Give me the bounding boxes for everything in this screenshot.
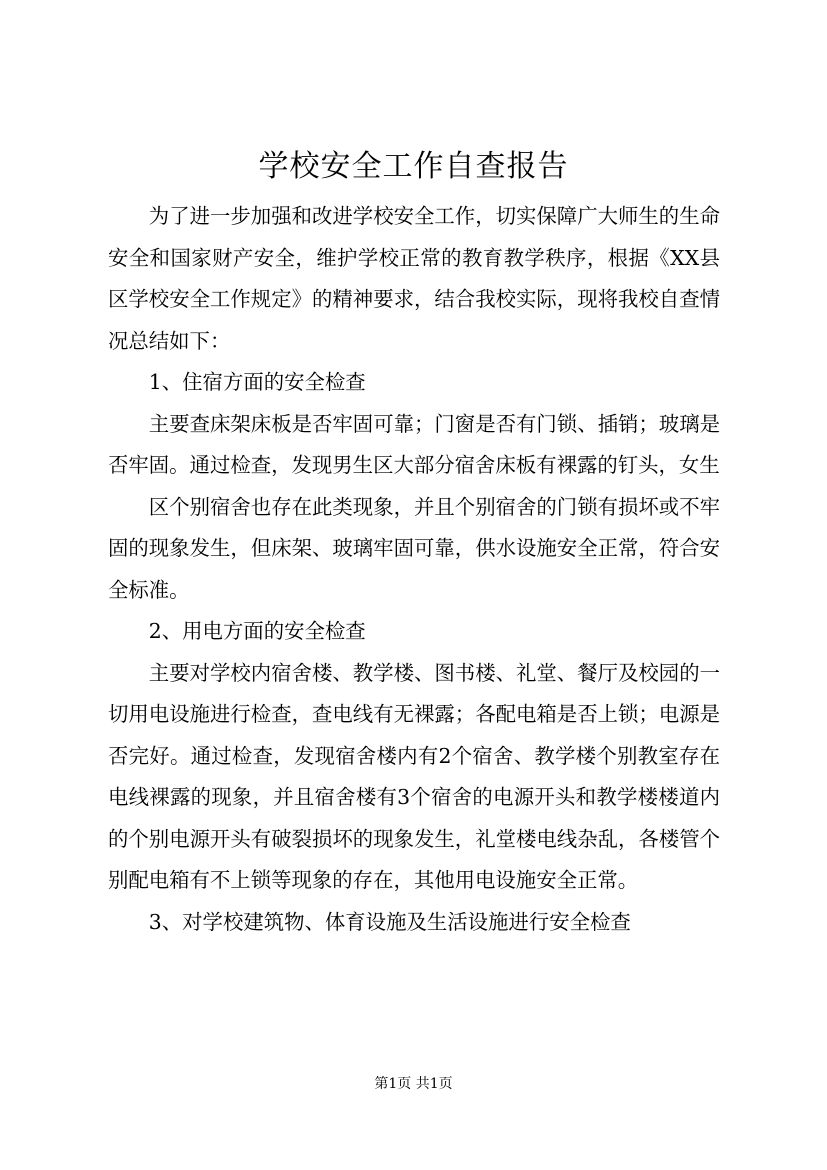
page-footer: 第1页 共1页 (374, 1076, 453, 1092)
paragraph-dorm-continued: 区个别宿舍也存在此类现象，并且个别宿舍的门锁有损坏或不牢固的现象发生，但床架、玻璃牢固可靠，供水设施安全正常，符合安全标准。 (108, 494, 720, 602)
section-heading-1: 1、住宿方面的安全检查 (148, 370, 366, 394)
paragraph-electricity-check: 主要对学校内宿舍楼、教学楼、图书楼、礼堂、餐厅及校园的一切用电设施进行检查，查电线有无裸露；各配电箱是否上锁；电源是否完好。通过检查，发现宿舍楼内有2个宿舍、教学楼个别教室存在电线裸露的现象，并且宿舍楼有3个宿舍的电源开头和教学楼楼道内的个别电源开头有破裂损坏的现象发生，礼堂楼电线杂乱，各楼管个别配电箱有不上锁等现象的存在，其他用电设施安全正常。 (108, 660, 720, 892)
section-heading-2: 2、用电方面的安全检查 (148, 619, 366, 643)
paragraph-dorm-check: 主要查床架床板是否牢固可靠；门窗是否有门锁、插销；玻璃是否牢固。通过检查，发现男生区大部分宿舍床板有裸露的钉头，女生 (108, 411, 720, 477)
section-heading-3: 3、对学校建筑物、体育设施及生活设施进行安全检查 (148, 909, 631, 934)
paragraph-intro: 为了进一步加强和改进学校安全工作，切实保障广大师生的生命安全和国家财产安全，维护学校正常的教育教学秩序，根据《XX县区学校安全工作规定》的精神要求，结合我校实际，现将我校自查情况总结如下： (108, 204, 720, 353)
document-title: 学校安全工作自查报告 (258, 149, 569, 184)
document-body (108, 196, 720, 943)
